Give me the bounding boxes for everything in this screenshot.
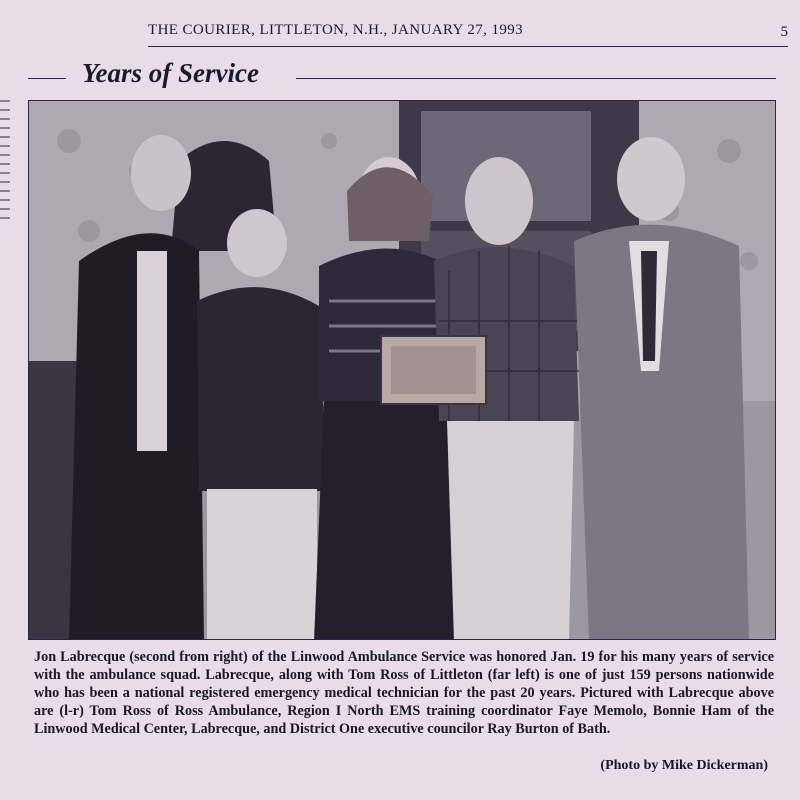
news-photo [28,100,776,640]
section-title: Years of Service [82,58,259,88]
adjacent-column-fragment [0,100,10,220]
page-number: 5 [780,24,788,40]
photo-credit: (Photo by Mike Dickerman) [600,758,768,773]
masthead [148,20,788,47]
section-rule-right [296,78,776,79]
photo-caption: Jon Labrecque (second from right) of the Linwood Ambulance Service was honored Jan. 19 for his many years of service with the ambulance squad. Labrecque, along with Tom Ross of Littleton (far left) is one of just 159 persons nationwide who has been a national registered emergency medical technician for the past 20 years. Pictured with Labrecque above are (l-r) Tom Ross of Ross Ambulance, Region I North EMS training coordinator Faye Memolo, Bonnie Ham of the Linwood Medical Center, Labrecque, and District One executive councilor Ray Burton of Bath. [34,649,774,737]
newspaper-dateline: THE COURIER, LITTLETON, N.H., JANUARY 27, 1993 [148,22,524,38]
section-rule-left [28,78,66,79]
group-photo-image [29,101,776,640]
